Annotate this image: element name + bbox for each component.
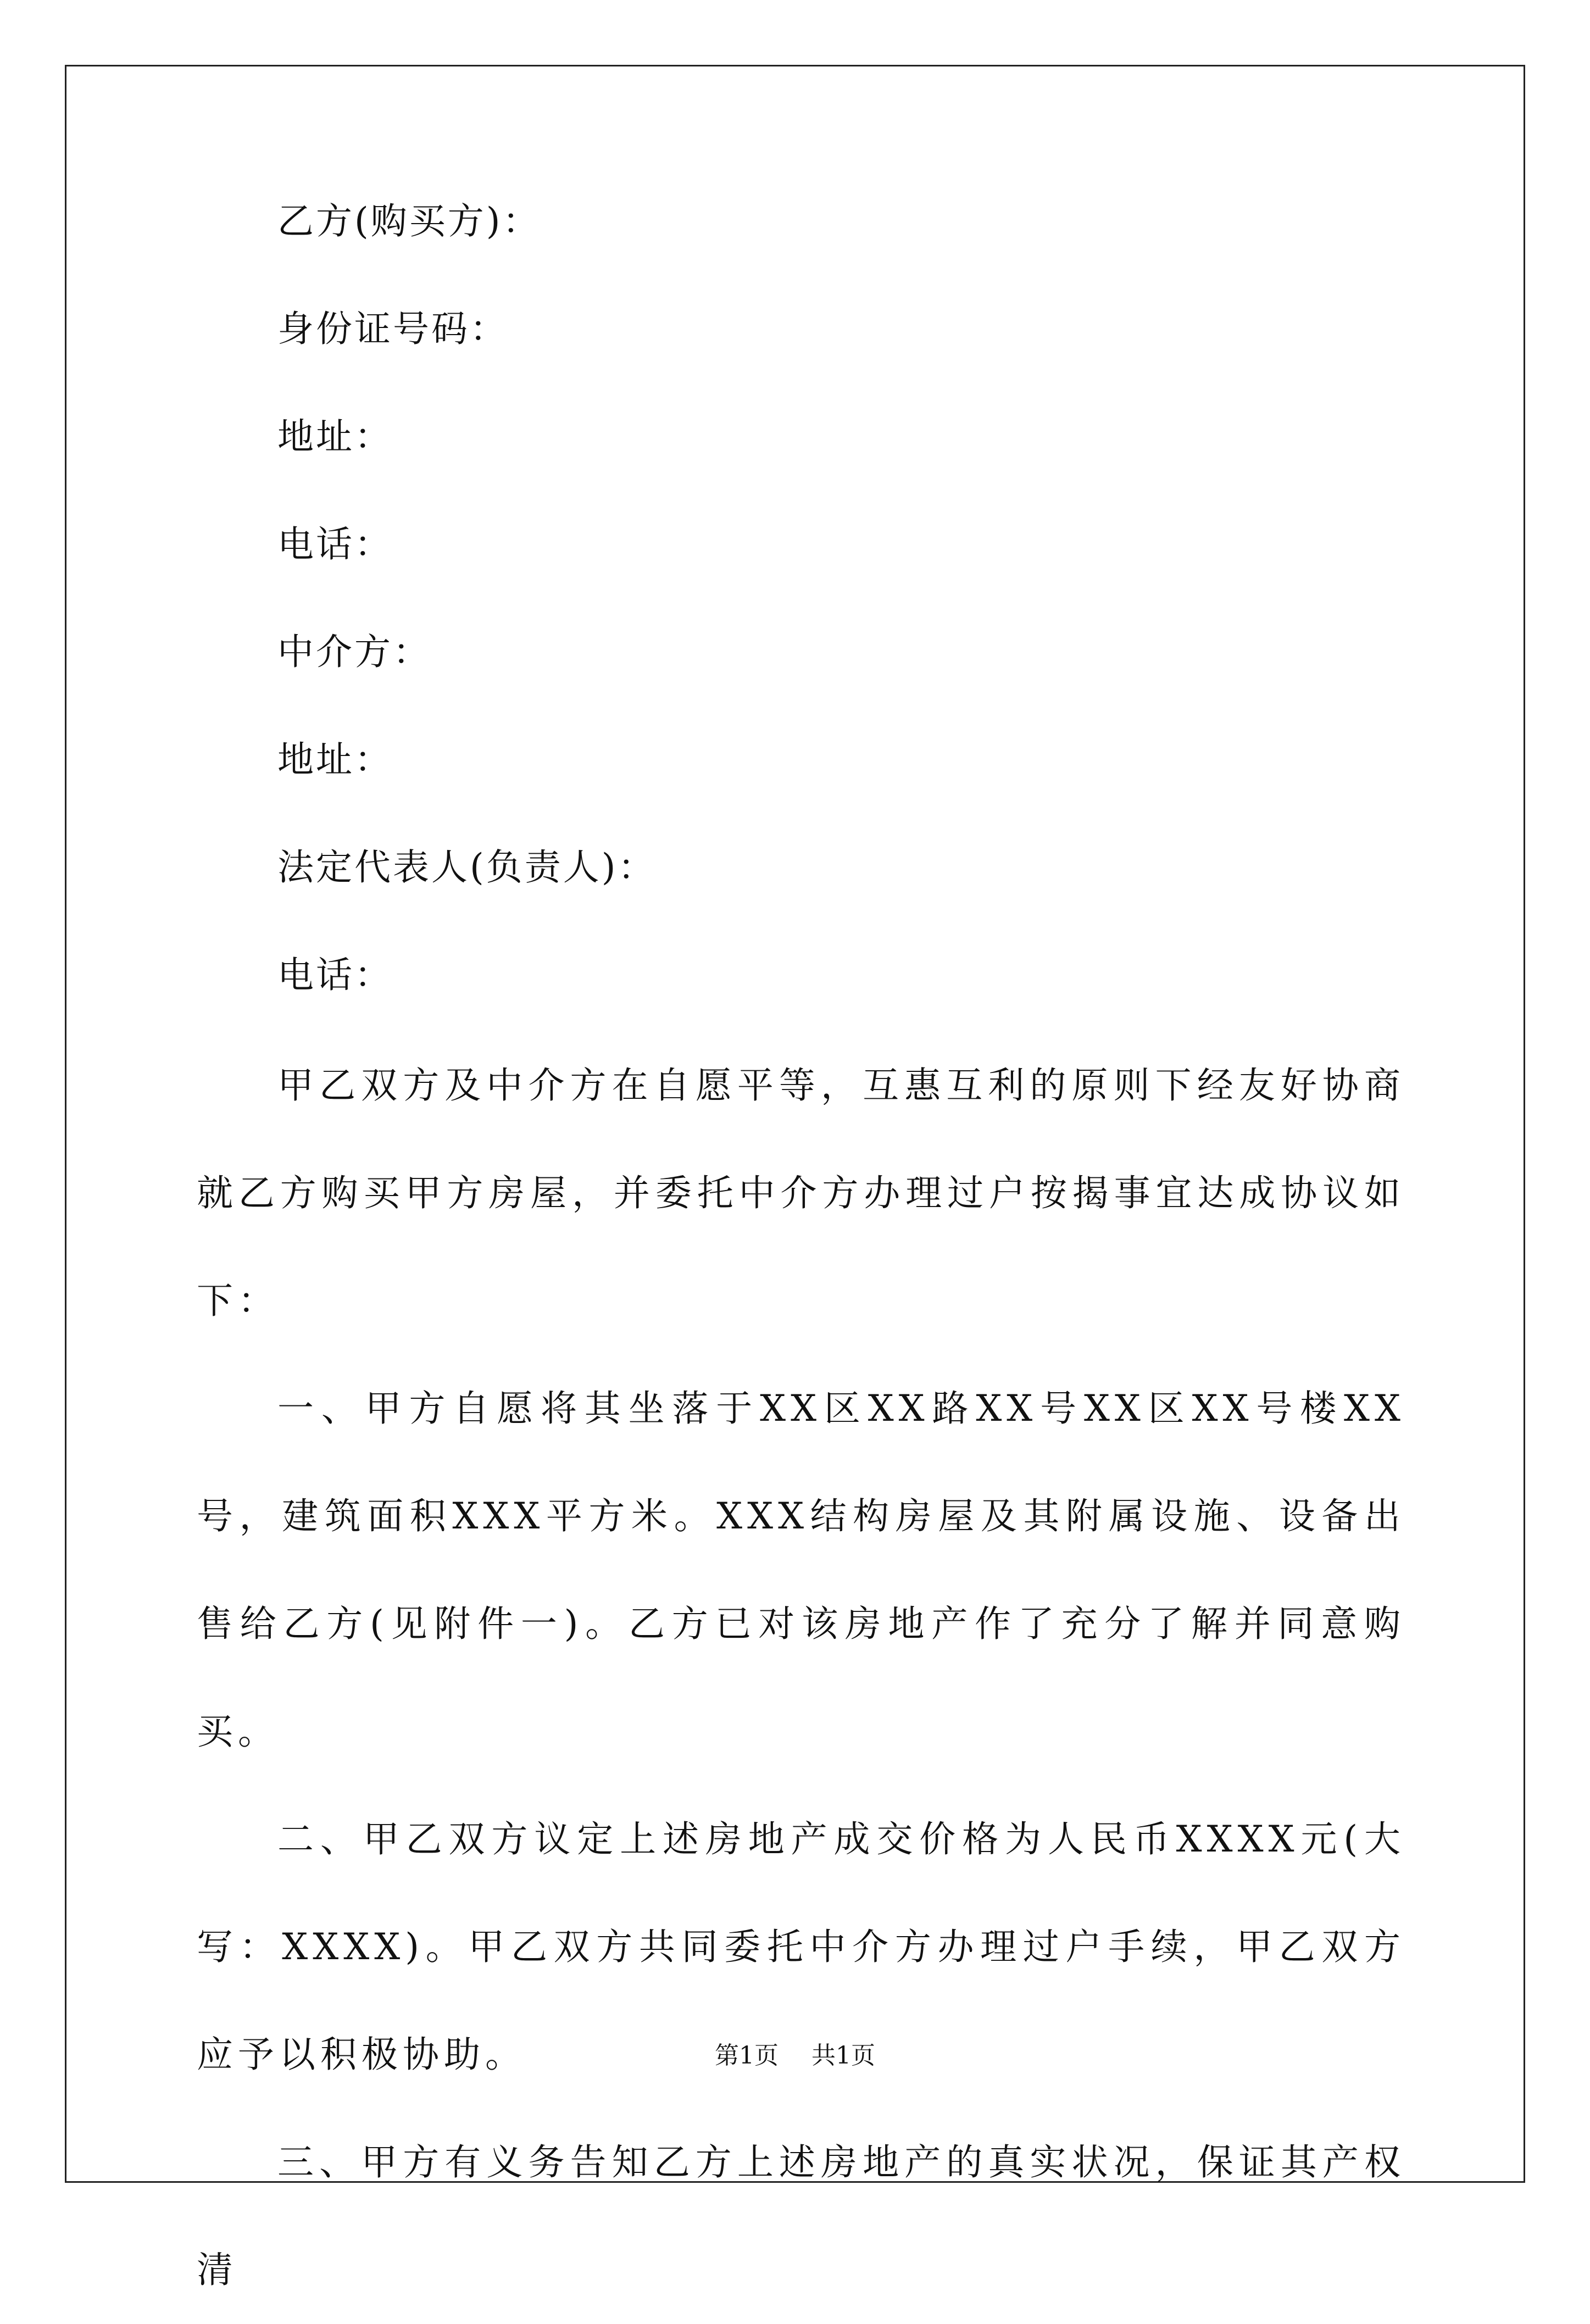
phone-field: 电话： bbox=[277, 523, 393, 565]
intro-paragraph: 甲乙双方及中介方在自愿平等，互惠互利的原则下经友好协商就乙方购买甲方房屋，并委托中介方办理过户按揭事宜达成协议如下： bbox=[197, 1064, 1405, 1322]
page-number: 第1页 bbox=[715, 2042, 779, 2070]
agency-address-field: 地址： bbox=[277, 738, 393, 781]
clause-2-paragraph: 二、甲乙双方议定上述房地产成交价格为人民币XXXX元(大写：XXXX)。甲乙双方共同委托中介方办理过户手续，甲乙双方应予以积极协助。 bbox=[197, 1818, 1405, 2076]
legal-representative-field: 法定代表人(负责人)： bbox=[277, 846, 657, 888]
clause-3-paragraph: 三、甲方有义务告知乙方上述房地产的真实状况，保证其产权清 bbox=[197, 2141, 1405, 2291]
document-body bbox=[197, 200, 1405, 2324]
agency-phone-field: 电话： bbox=[277, 954, 393, 996]
clause-1-paragraph: 一、甲方自愿将其坐落于XX区XX路XX号XX区XX号楼XX号，建筑面积XXX平方米。XXX结构房屋及其附属设施、设备出售给乙方(见附件一)。乙方已对该房地产作了充分了解并同意购买。 bbox=[197, 1387, 1405, 1753]
page-footer bbox=[0, 2044, 1590, 2068]
address-field: 地址： bbox=[277, 415, 393, 458]
agency-field: 中介方： bbox=[277, 631, 431, 673]
buyer-field: 乙方(购买方)： bbox=[277, 200, 541, 242]
page-total: 共1页 bbox=[811, 2042, 875, 2070]
id-number-field: 身份证号码： bbox=[277, 308, 508, 350]
